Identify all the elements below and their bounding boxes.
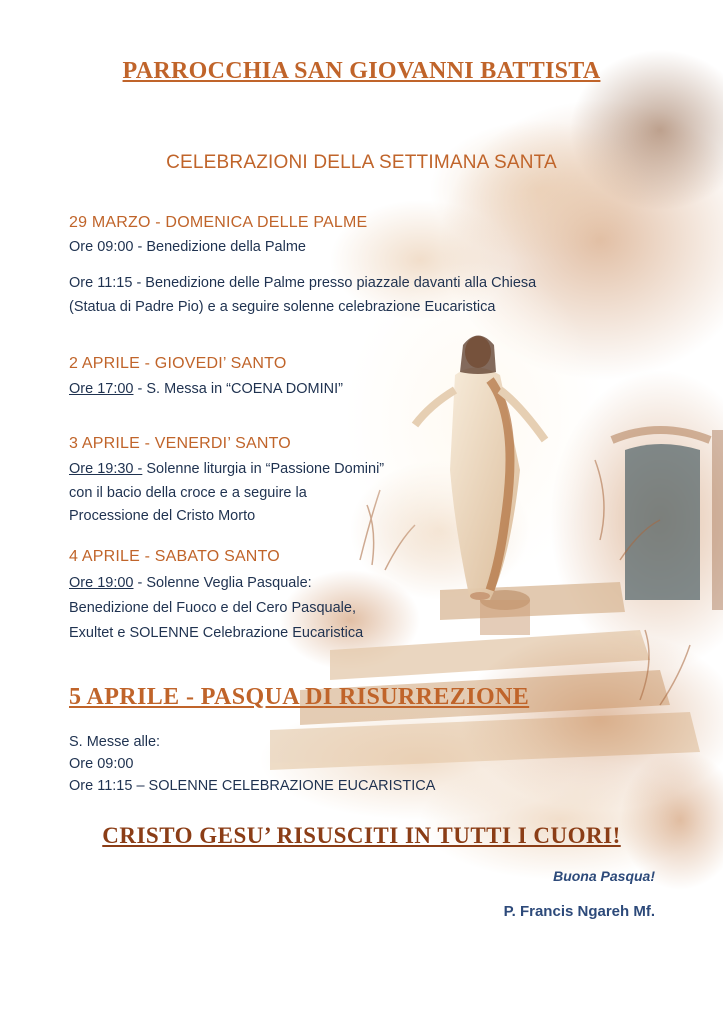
schedule-line: con il bacio della croce e a seguire la — [69, 485, 307, 501]
schedule-line: Ore 09:00 — [69, 756, 134, 772]
holy-week-title: CELEBRAZIONI DELLA SETTIMANA SANTA — [166, 152, 557, 173]
schedule-line: Exultet e SOLENNE Celebrazione Eucaristica — [69, 625, 364, 641]
schedule-line: Benedizione del Fuoco e del Cero Pasquale, — [69, 600, 356, 616]
schedule-time: Ore 19:30 - — [69, 461, 143, 477]
easter-heading: 5 APRILE - PASQUA DI RISURREZIONE — [69, 684, 530, 710]
schedule-line: Ore 09:00 - Benedizione della Palme — [69, 239, 306, 255]
schedule-text: Solenne liturgia in “Passione Domini” — [142, 461, 385, 477]
schedule-line: Ore 11:15 - Benedizione delle Palme presso piazzale davanti alla Chiesa — [69, 275, 537, 291]
schedule-text: - Solenne Veglia Pasquale: — [133, 575, 312, 591]
parish-title: PARROCCHIA SAN GIOVANNI BATTISTA — [122, 58, 601, 84]
schedule-line: (Statua di Padre Pio) e a seguire solenne celebrazione Eucaristica — [69, 299, 496, 315]
day-heading-holy-saturday: 4 APRILE - SABATO SANTO — [69, 548, 280, 565]
day-heading-palm-sunday: 29 MARZO - DOMENICA DELLE PALME — [69, 214, 368, 231]
day-heading-holy-thursday: 2 APRILE - GIOVEDI’ SANTO — [69, 355, 287, 372]
schedule-line — [69, 572, 312, 594]
greeting: Buona Pasqua! — [553, 868, 655, 884]
schedule-line — [69, 458, 384, 480]
day-heading-good-friday: 3 APRILE - VENERDI’ SANTO — [69, 435, 291, 452]
schedule-time: Ore 19:00 — [69, 575, 134, 591]
closing-message: CRISTO GESU’ RISUSCITI IN TUTTI I CUORI! — [102, 823, 621, 848]
schedule-line: Ore 11:15 – SOLENNE CELEBRAZIONE EUCARISTICA — [69, 778, 436, 794]
schedule-line: Processione del Cristo Morto — [69, 508, 256, 524]
schedule-line — [69, 378, 343, 400]
schedule-line: S. Messe alle: — [69, 734, 161, 750]
signature: P. Francis Ngareh Mf. — [503, 903, 655, 920]
schedule-time: Ore 17:00 — [69, 381, 134, 397]
schedule-text: - S. Messa in “COENA DOMINI” — [133, 381, 343, 397]
